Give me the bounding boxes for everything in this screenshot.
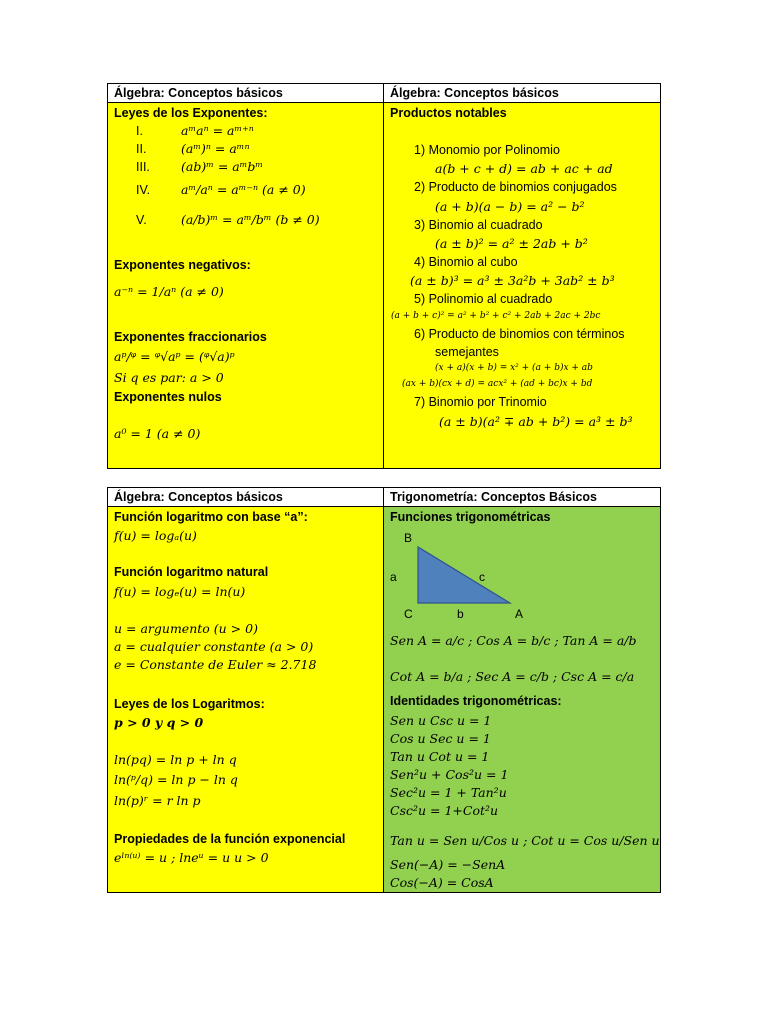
trig-identity: Sec²u = 1 + Tan²u bbox=[390, 785, 507, 800]
table1-right-header: Álgebra: Conceptos básicos bbox=[384, 84, 660, 103]
product-expr: (x + a)(x + b) = x² + (a + b)x + ab bbox=[435, 363, 593, 373]
zero-exponents-title: Exponentes nulos bbox=[114, 390, 222, 404]
trig-identity: Cos(−A) = CosA bbox=[390, 875, 494, 890]
definition-argument: u = argumento (u > 0) bbox=[114, 621, 258, 636]
law-number: II. bbox=[136, 142, 147, 156]
product-label: 7) Binomio por Trinomio bbox=[414, 395, 547, 409]
law-number: IV. bbox=[136, 183, 151, 197]
zero-exponents-expr: a⁰ = 1 (a ≠ 0) bbox=[114, 426, 201, 441]
log-function-title: Función logaritmo con base “a”: bbox=[114, 510, 308, 524]
law-number: V. bbox=[136, 213, 147, 227]
log-law-quotient: ln(ᵖ/q) = ln p − ln q bbox=[114, 772, 238, 787]
product-label: 3) Binomio al cuadrado bbox=[414, 218, 543, 232]
negative-exponents-expr: a⁻ⁿ = 1/aⁿ (a ≠ 0) bbox=[114, 284, 224, 299]
product-label: 5) Polinomio al cuadrado bbox=[414, 292, 553, 306]
exp-properties-title: Propiedades de la función exponencial bbox=[114, 832, 346, 846]
exp-properties-expr: eˡⁿ⁽ᵘ⁾ = u ; lneᵘ = u u > 0 bbox=[114, 850, 269, 865]
table-2 bbox=[107, 487, 661, 893]
product-expr: (a ± b)³ = a³ ± 3a²b + 3ab² ± b³ bbox=[410, 273, 615, 288]
log-laws-title: Leyes de los Logaritmos: bbox=[114, 697, 265, 711]
law-expression: (a/b)ᵐ = aᵐ/bᵐ (b ≠ 0) bbox=[181, 212, 320, 227]
table-1 bbox=[107, 83, 661, 469]
trig-identity: Cos u Sec u = 1 bbox=[390, 731, 491, 746]
vertex-label-B: B bbox=[404, 531, 413, 545]
table1-left-header: Álgebra: Conceptos básicos bbox=[108, 84, 384, 103]
exponent-laws-title: Leyes de los Exponentes: bbox=[114, 106, 268, 120]
natural-log-title: Función logaritmo natural bbox=[114, 565, 269, 579]
right-triangle-diagram bbox=[384, 525, 534, 620]
side-label-c: c bbox=[479, 570, 485, 584]
product-expr: (a ± b)² = a² ± 2ab + b² bbox=[435, 236, 588, 251]
product-label: 6) Producto de binomios con términos bbox=[414, 327, 625, 341]
table2-left-cell bbox=[108, 507, 384, 892]
log-function-expr: f(u) = logₐ(u) bbox=[114, 528, 197, 543]
trig-identity: Tan u Cot u = 1 bbox=[390, 749, 490, 764]
law-expression: aᵐ/aⁿ = aᵐ⁻ⁿ (a ≠ 0) bbox=[181, 182, 306, 197]
trig-ratios-line-2: Cot A = b/a ; Sec A = c/b ; Csc A = c/a bbox=[390, 669, 635, 684]
trig-functions-title: Funciones trigonométricas bbox=[390, 510, 551, 524]
definition-euler: e = Constante de Euler ≈ 2.718 bbox=[114, 657, 317, 672]
product-expr: (a + b)(a − b) = a² − b² bbox=[435, 199, 585, 214]
product-label-continued: semejantes bbox=[435, 345, 499, 359]
trig-ratios-line-1: Sen A = a/c ; Cos A = b/c ; Tan A = a/b bbox=[390, 633, 637, 648]
fractional-exponents-note: Si q es par: a > 0 bbox=[114, 370, 224, 385]
fractional-exponents-title: Exponentes fraccionarios bbox=[114, 330, 267, 344]
definition-constant: a = cualquier constante (a > 0) bbox=[114, 639, 314, 654]
table2-right-header: Trigonometría: Conceptos Básicos bbox=[384, 488, 660, 507]
trig-identity: Sen(−A) = −SenA bbox=[390, 857, 506, 872]
vertex-label-A: A bbox=[515, 607, 524, 620]
trig-identity: Sen u Csc u = 1 bbox=[390, 713, 492, 728]
trig-identity: Tan u = Sen u/Cos u ; Cot u = Cos u/Sen u bbox=[390, 833, 660, 848]
vertex-label-C: C bbox=[404, 607, 413, 620]
natural-log-expr: f(u) = logₑ(u) = ln(u) bbox=[114, 584, 246, 599]
law-expression: aᵐaⁿ = aᵐ⁺ⁿ bbox=[181, 123, 254, 138]
law-number: III. bbox=[136, 160, 150, 174]
product-label: 2) Producto de binomios conjugados bbox=[414, 180, 617, 194]
trig-identities-title: Identidades trigonométricas: bbox=[390, 694, 562, 708]
table2-right-cell bbox=[384, 507, 660, 892]
product-label: 1) Monomio por Polinomio bbox=[414, 143, 560, 157]
log-law-power: ln(p)ʳ = r ln p bbox=[114, 793, 201, 808]
side-label-a: a bbox=[390, 570, 397, 584]
law-expression: (aᵐ)ⁿ = aᵐⁿ bbox=[181, 141, 250, 156]
table2-left-header: Álgebra: Conceptos básicos bbox=[108, 488, 384, 507]
law-number: I. bbox=[136, 124, 143, 138]
log-law-product: ln(pq) = ln p + ln q bbox=[114, 752, 237, 767]
trig-identity: Sen²u + Cos²u = 1 bbox=[390, 767, 509, 782]
product-expr: (ax + b)(cx + d) = acx² + (ad + bc)x + bd bbox=[402, 379, 593, 389]
notable-products-title: Productos notables bbox=[390, 106, 507, 120]
product-label: 4) Binomio al cubo bbox=[414, 255, 518, 269]
negative-exponents-title: Exponentes negativos: bbox=[114, 258, 251, 272]
product-expr: a(b + c + d) = ab + ac + ad bbox=[435, 161, 613, 176]
right-triangle bbox=[418, 547, 510, 603]
table1-right-cell bbox=[384, 103, 660, 468]
table1-left-cell bbox=[108, 103, 384, 468]
log-laws-condition: p > 0 y q > 0 bbox=[114, 715, 204, 730]
trig-identity: Csc²u = 1+Cot²u bbox=[390, 803, 499, 818]
side-label-b: b bbox=[457, 607, 464, 620]
product-expr: (a + b + c)² = a² + b² + c² + 2ab + 2ac + 2bc bbox=[391, 311, 601, 321]
product-expr: (a ± b)(a² ∓ ab + b²) = a³ ± b³ bbox=[439, 414, 633, 429]
law-expression: (ab)ᵐ = aᵐbᵐ bbox=[181, 159, 264, 174]
fractional-exponents-expr: aᵖ/ᵠ = ᵠ√aᵖ = (ᵠ√a)ᵖ bbox=[114, 349, 235, 364]
